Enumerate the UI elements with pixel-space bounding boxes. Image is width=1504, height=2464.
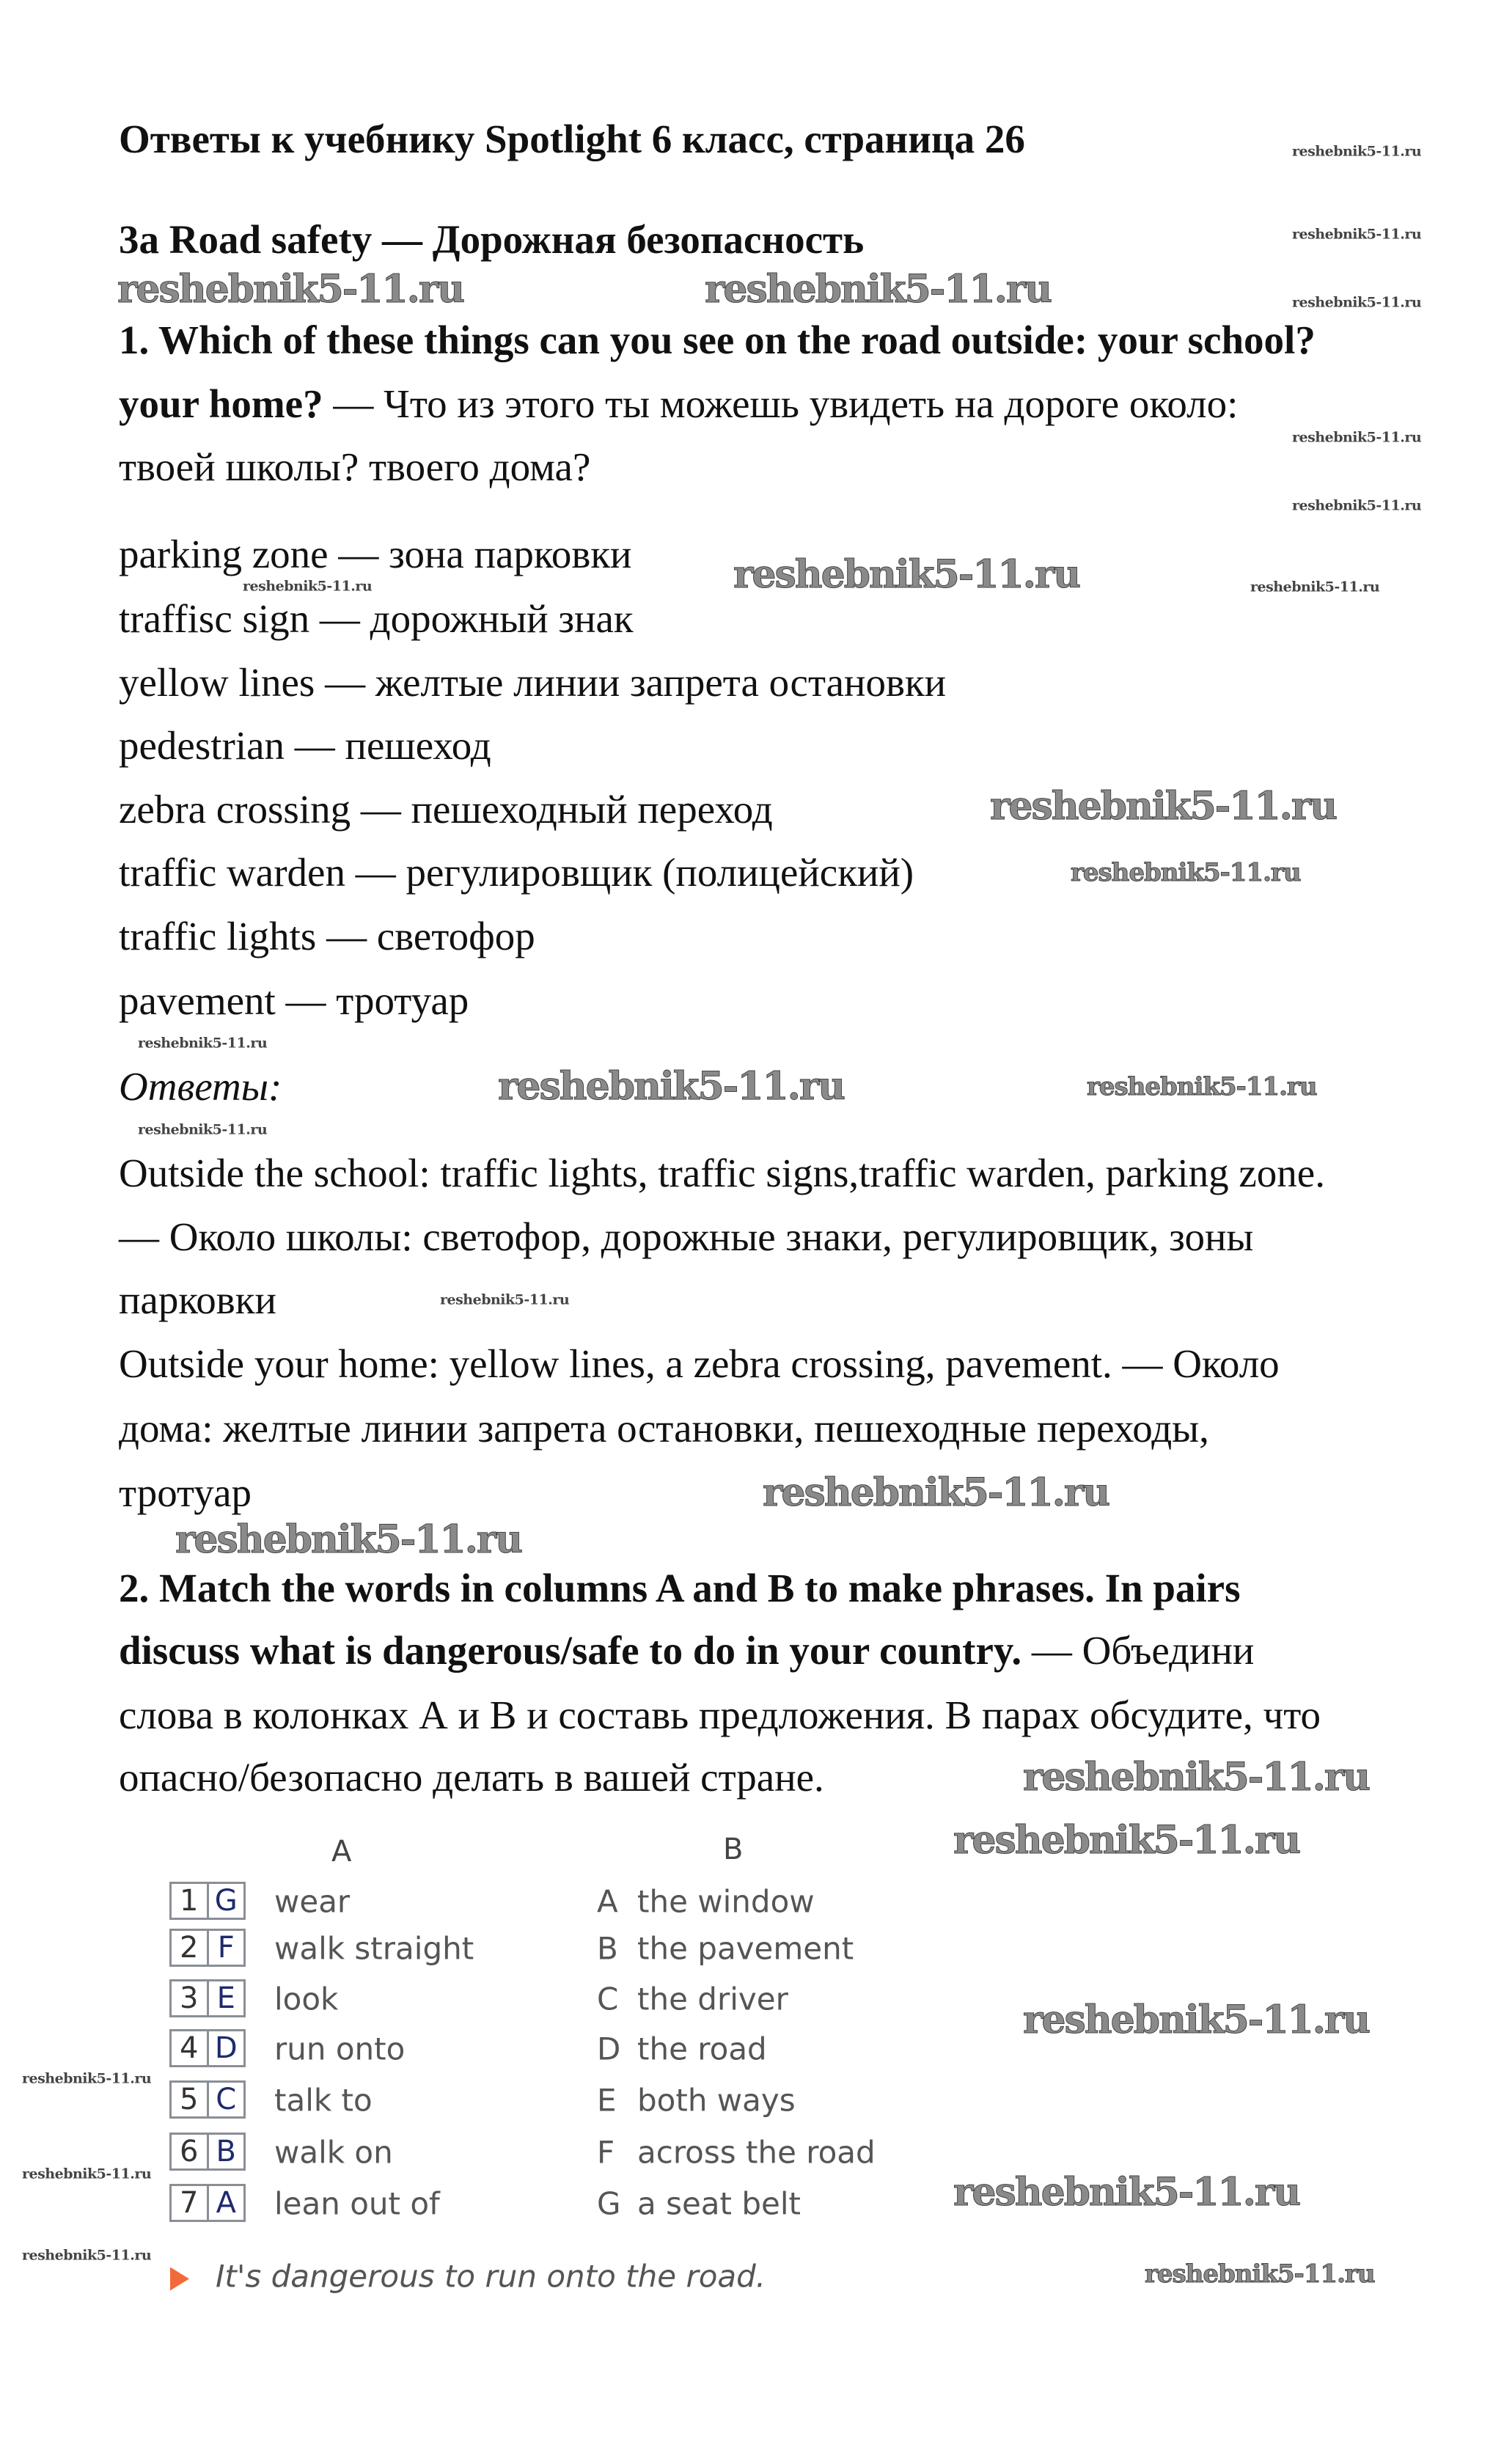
vocab-item: traffic warden — регулировщик (полицейский) <box>119 850 914 895</box>
q2-line <box>119 1627 1254 1674</box>
column-b-phrase: a seat belt <box>637 2185 801 2222</box>
q2-line: 2. Match the words in columns A and B to make phrases. In pairs <box>119 1566 1241 1610</box>
row-answer: F <box>217 1931 235 1965</box>
vocab-item: parking zone — зона парковки <box>119 532 632 576</box>
q1-line: 1. Which of these things can you see on the road outside: your school? <box>119 318 1316 362</box>
answer-box <box>169 1929 246 1967</box>
column-a-phrase: look <box>274 1981 339 2017</box>
q2-line: опасно/безопасно делать в вашей стране. <box>119 1755 824 1800</box>
column-b-phrase: the driver <box>637 1981 788 2017</box>
column-b-header: B <box>723 1833 744 1866</box>
watermark: reshebnik5-11.ru <box>1087 1072 1317 1101</box>
q1-line: твоей школы? твоего дома? <box>119 444 591 489</box>
column-b-letter: A <box>597 1883 618 1920</box>
column-a-phrase: wear <box>274 1883 351 1920</box>
watermark: reshebnik5-11.ru <box>1145 2259 1375 2289</box>
column-a-header: A <box>331 1835 352 1869</box>
vocab-item: pavement — тротуар <box>119 978 469 1023</box>
watermark: reshebnik5-11.ru <box>1023 1998 1370 2042</box>
answer-box <box>169 2080 246 2119</box>
watermark: reshebnik5-11.ru <box>22 2070 152 2087</box>
column-b-letter: G <box>597 2185 621 2222</box>
watermark: reshebnik5-11.ru <box>1071 858 1301 887</box>
q1-rest: — Что из этого ты можешь увидеть на дороге около: <box>323 381 1239 426</box>
row-number: 1 <box>172 1884 209 1918</box>
column-b-phrase: the window <box>637 1883 815 1920</box>
answers-label: Ответы: <box>119 1064 282 1109</box>
row-answer: B <box>216 2135 236 2168</box>
watermark: reshebnik5-11.ru <box>22 2166 152 2182</box>
row-number: 4 <box>172 2031 209 2065</box>
answer-box <box>169 2133 246 2171</box>
column-a-phrase: lean out of <box>274 2185 440 2222</box>
vocab-item: pedestrian — пешеход <box>119 723 491 768</box>
row-number: 7 <box>172 2186 209 2220</box>
q1-bold: your home? <box>119 381 323 426</box>
watermark: reshebnik5-11.ru <box>1250 579 1380 595</box>
column-b-phrase: the pavement <box>637 1930 854 1967</box>
page-title: Ответы к учебнику Spotlight 6 класс, страница 26 <box>119 117 1025 161</box>
column-a-phrase: walk on <box>274 2134 393 2171</box>
watermark: reshebnik5-11.ru <box>705 267 1052 312</box>
row-number: 3 <box>172 1981 209 2015</box>
q1-line <box>119 381 1238 428</box>
column-a-phrase: run onto <box>274 2031 406 2067</box>
example-sentence <box>170 2259 766 2295</box>
column-b-letter: B <box>597 1930 618 1967</box>
row-number: 2 <box>172 1931 209 1965</box>
watermark: reshebnik5-11.ru <box>138 1121 268 1138</box>
watermark: reshebnik5-11.ru <box>1292 294 1422 311</box>
section-heading: 3a Road safety — Дорожная безопасность <box>119 217 865 262</box>
column-b-letter: D <box>597 2031 621 2067</box>
watermark: reshebnik5-11.ru <box>1292 226 1422 243</box>
watermark: reshebnik5-11.ru <box>763 1470 1109 1515</box>
column-b-letter: E <box>597 2082 617 2119</box>
answer-box <box>169 2184 246 2222</box>
watermark: reshebnik5-11.ru <box>440 1291 570 1308</box>
row-number: 6 <box>172 2135 209 2168</box>
row-answer: A <box>216 2186 236 2220</box>
column-b-phrase: across the road <box>637 2134 876 2171</box>
watermark: reshebnik5-11.ru <box>953 1818 1300 1863</box>
watermark: reshebnik5-11.ru <box>953 2170 1300 2215</box>
answer-line: дома: желтые линии запрета остановки, пешеходные переходы, <box>119 1406 1209 1451</box>
vocab-item: yellow lines — желтые линии запрета остановки <box>119 660 947 705</box>
answer-line: парковки <box>119 1277 276 1322</box>
watermark: reshebnik5-11.ru <box>1023 1755 1370 1800</box>
arrow-icon <box>170 2267 189 2290</box>
column-b-letter: F <box>597 2134 615 2171</box>
watermark: reshebnik5-11.ru <box>22 2247 152 2264</box>
row-number: 5 <box>172 2083 209 2116</box>
row-answer: E <box>216 1981 235 2015</box>
q2-bold: discuss what is dangerous/safe to do in your country. <box>119 1628 1022 1673</box>
vocab-item: zebra crossing — пешеходный переход <box>119 787 773 832</box>
q2-rest: — Объедини <box>1021 1628 1255 1673</box>
watermark: reshebnik5-11.ru <box>1292 143 1422 160</box>
watermark: reshebnik5-11.ru <box>1292 429 1422 446</box>
watermark: reshebnik5-11.ru <box>990 784 1337 829</box>
watermark: reshebnik5-11.ru <box>498 1064 845 1109</box>
q2-line: слова в колонках А и В и составь предложения. В парах обсудите, что <box>119 1693 1321 1737</box>
answer-line: тротуар <box>119 1470 252 1515</box>
column-a-phrase: talk to <box>274 2082 373 2119</box>
column-b-phrase: both ways <box>637 2082 796 2119</box>
row-answer: D <box>214 2031 238 2065</box>
watermark: reshebnik5-11.ru <box>243 578 373 595</box>
answer-box <box>169 2029 246 2067</box>
answer-line: Outside your home: yellow lines, a zebra crossing, pavement. — Около <box>119 1341 1280 1386</box>
column-b-letter: C <box>597 1981 619 2017</box>
column-a-phrase: walk straight <box>274 1930 474 1967</box>
answer-box <box>169 1882 246 1920</box>
answer-line: — Около школы: светофор, дорожные знаки, регулировщик, зоны <box>119 1214 1254 1259</box>
example-text: It's dangerous to run onto the road. <box>216 2258 766 2295</box>
answer-box <box>169 1979 246 2017</box>
watermark: reshebnik5-11.ru <box>175 1517 522 1562</box>
watermark: reshebnik5-11.ru <box>117 267 464 312</box>
watermark: reshebnik5-11.ru <box>733 552 1080 597</box>
vocab-item: traffic lights — светофор <box>119 914 535 958</box>
watermark: reshebnik5-11.ru <box>138 1035 268 1052</box>
watermark: reshebnik5-11.ru <box>1292 497 1422 514</box>
column-b-phrase: the road <box>637 2031 767 2067</box>
row-answer: G <box>214 1884 238 1918</box>
answer-line: Outside the school: traffic lights, traffic signs,traffic warden, parking zone. <box>119 1151 1325 1195</box>
row-answer: C <box>216 2083 237 2116</box>
vocab-item: traffisc sign — дорожный знак <box>119 596 634 641</box>
